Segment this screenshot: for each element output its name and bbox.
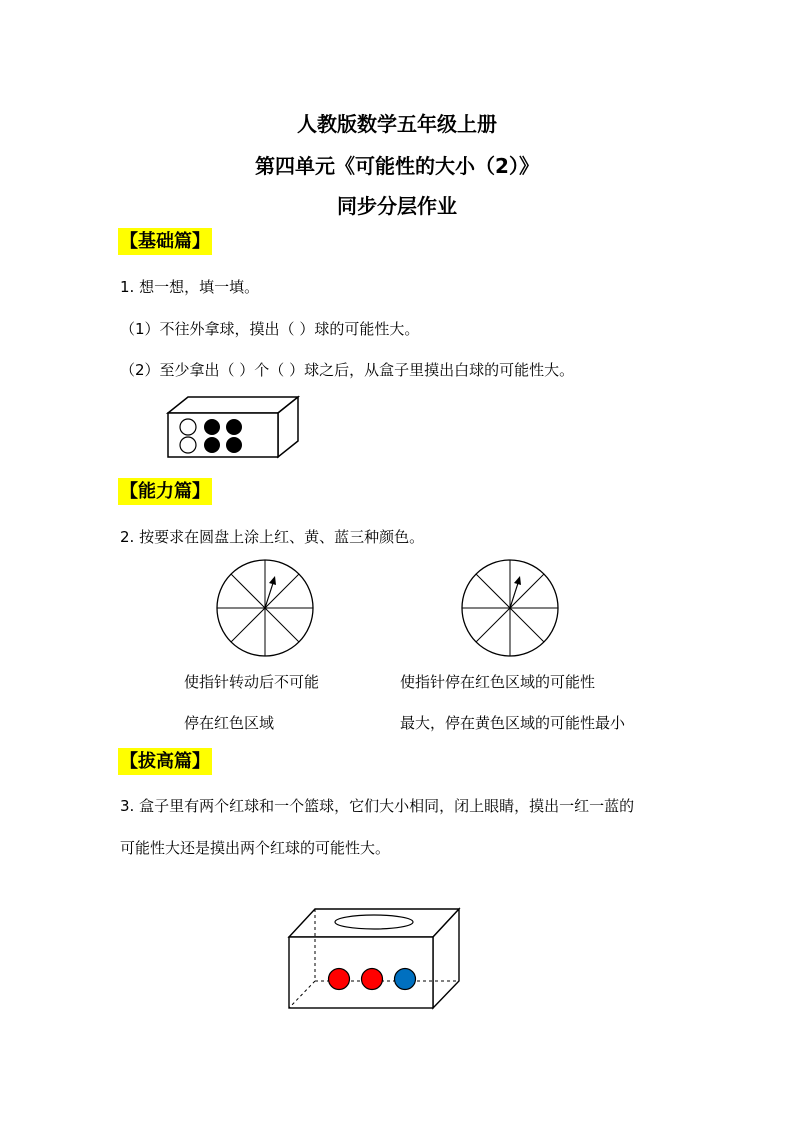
question-1-part-1: （1）不往外拿球，摸出（ ）球的可能性大。 bbox=[120, 320, 420, 338]
black-ball bbox=[204, 419, 220, 435]
black-ball bbox=[226, 437, 242, 453]
blue-ball bbox=[395, 969, 416, 990]
black-ball bbox=[226, 419, 242, 435]
red-ball bbox=[362, 969, 383, 990]
red-ball bbox=[329, 969, 350, 990]
right-spinner-caption-line1: 使指针停在红色区域的可能性 bbox=[400, 673, 596, 691]
section-basic-heading: 【基础篇】 bbox=[118, 228, 212, 255]
ball-box-illustration bbox=[166, 395, 300, 459]
right-spinner-caption-line2: 最大，停在黄色区域的可能性最小 bbox=[400, 714, 626, 732]
box-opening bbox=[335, 915, 413, 929]
question-1-stem: 1. 想一想，填一填。 bbox=[120, 278, 260, 296]
question-3-line2: 可能性大还是摸出两个红球的可能性大。 bbox=[120, 839, 391, 857]
title-line2: 第四单元《可能性的大小（2）》 bbox=[255, 154, 539, 178]
question-1-part-2: （2）至少拿出（ ）个（ ）球之后，从盒子里摸出白球的可能性大。 bbox=[120, 361, 575, 379]
left-spinner-caption-line1: 使指针转动后不可能 bbox=[184, 673, 320, 691]
black-ball bbox=[204, 437, 220, 453]
section-ability-heading: 【能力篇】 bbox=[118, 478, 212, 505]
question-2-stem: 2. 按要求在圆盘上涂上红、黄、蓝三种颜色。 bbox=[120, 528, 425, 546]
question-3-line1: 3. 盒子里有两个红球和一个篮球，它们大小相同，闭上眼睛，摸出一红一蓝的 bbox=[120, 797, 635, 815]
tissue-box-illustration bbox=[287, 907, 461, 1010]
title-line1: 人教版数学五年级上册 bbox=[297, 112, 497, 136]
left-spinner-caption-line2: 停在红色区域 bbox=[184, 714, 275, 732]
spinner-right bbox=[460, 558, 560, 658]
white-ball bbox=[180, 419, 196, 435]
section-advanced-heading: 【拔高篇】 bbox=[118, 748, 212, 775]
spinner-left bbox=[215, 558, 315, 658]
title-line3: 同步分层作业 bbox=[337, 194, 457, 218]
white-ball bbox=[180, 437, 196, 453]
box-top-face bbox=[168, 397, 298, 413]
